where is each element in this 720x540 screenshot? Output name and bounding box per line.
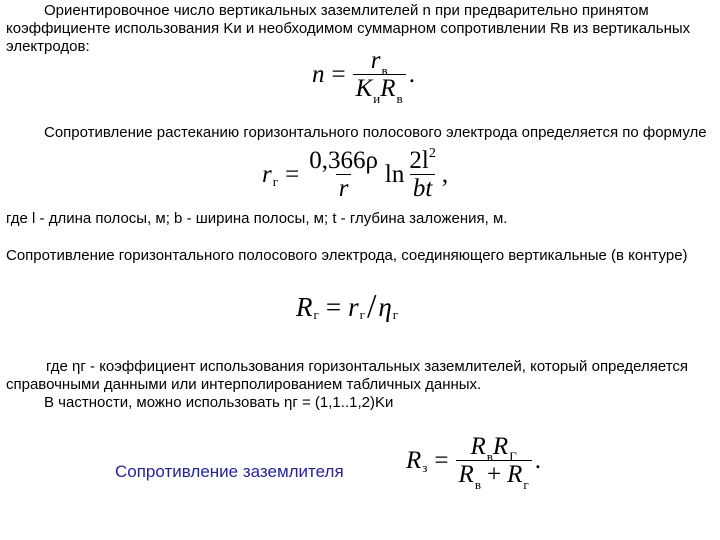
fraction: $\frac{0,366\rho}{r}$ — [309, 147, 378, 202]
fraction: $\frac{R_вR_Г}{R_в + R_г}$ — [456, 434, 532, 487]
formula-electrode-count: n = $\frac{r_в}{K_иR_в}$ . — [312, 47, 415, 106]
paragraph-horizontal-resistance: Сопротивление растеканию горизонтального полосового электрода определяется по формуле — [44, 124, 707, 141]
paragraph-where-definitions: где l - длина полосы, м; b - ширина полосы, м; t - глубина заложения, м. — [6, 210, 508, 227]
formula-grounding-resistance: R з = $\frac{R_вR_Г}{R_в + R_г}$ . — [406, 433, 541, 492]
formula-connecting-resistance: R г = r г / η г — [296, 288, 399, 325]
fraction: $\frac{r_в}{K_иR_в}$ — [353, 48, 406, 101]
paragraph-utilization-coefficient: где ηг - коэффициент использования горизонтальных заземлителей, который определяется справочными данными или интерполированием табличных данных. В частности, можно использовать ηг = (1,1..1,2)Kи — [6, 358, 689, 411]
grounding-resistance-label: Сопротивление заземлителя — [115, 462, 344, 481]
paragraph-connecting-electrode: Сопротивление горизонтального полосового электрода, соединяющего вертикальные (в контуре) — [6, 247, 688, 264]
paragraph-estimated-count: Ориентировочное число вертикальных заземлителей n при предварительно принятом коэффициенте использования Kи и необходимом суммарном сопротивлении Rв из вертикальных электродов: — [6, 2, 691, 55]
fraction: $\frac{2l^2}{bt}$ — [409, 146, 436, 202]
formula-horizontal-resistance: r г = $\frac{0,366\rho}{r}$ ln $\frac{2l^2}{bt}$ , — [262, 146, 449, 202]
